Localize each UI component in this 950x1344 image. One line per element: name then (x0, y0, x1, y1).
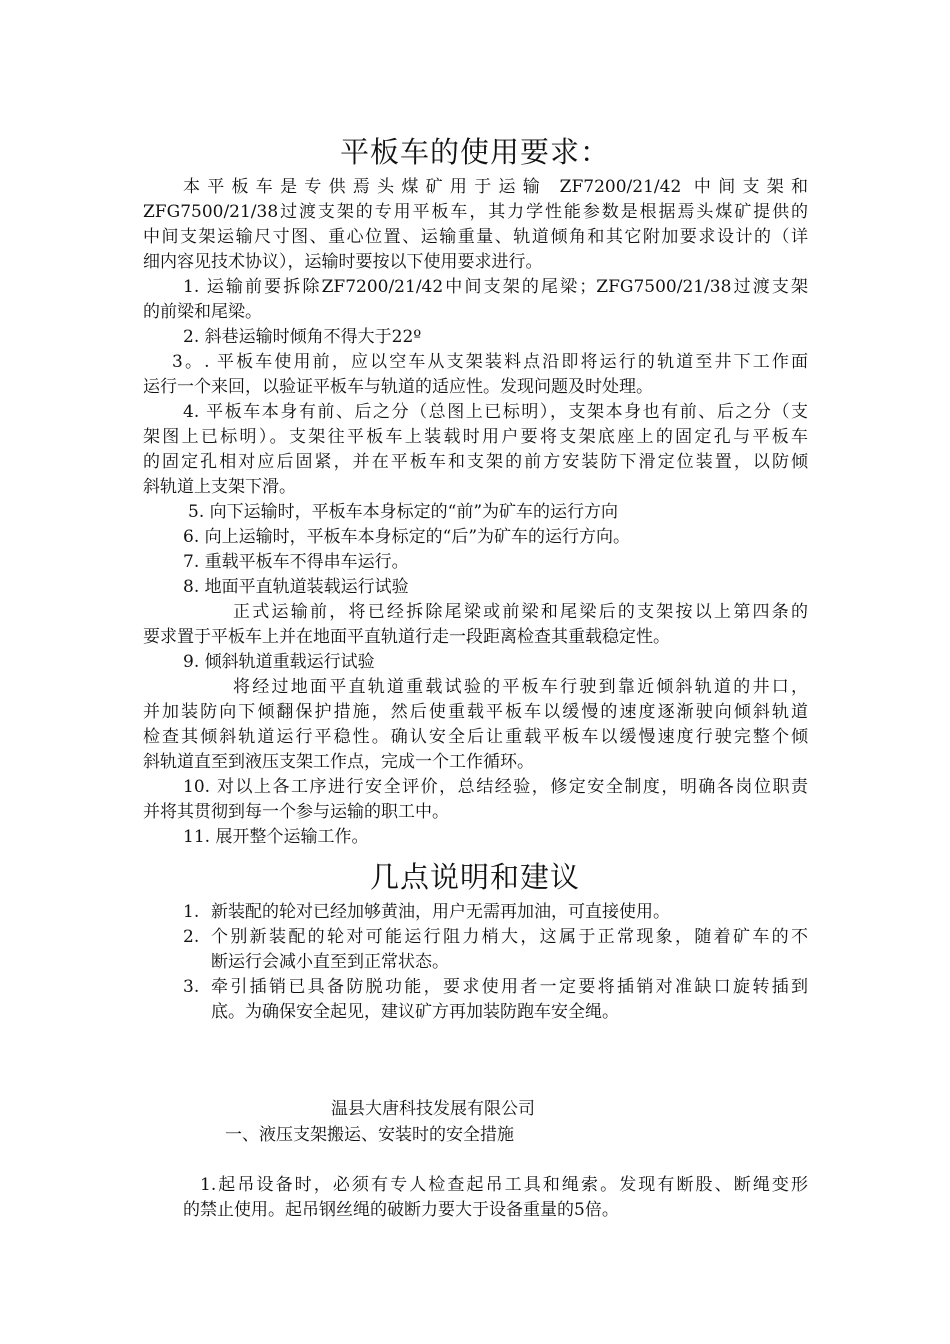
list-item: 的前梁和尾梁。 (143, 302, 262, 322)
list-item: 10. 对以上各工序进行安全评价，总结经验，修定安全制度，明确各岗位职责 (183, 777, 808, 797)
list-item: 1. 运输前要拆除ZF7200/21/42中间支架的尾梁；ZFG7500/21/38过渡支架 (183, 277, 808, 297)
list-item: 5. 向下运输时，平板车本身标定的“前”为矿车的运行方向 (188, 502, 619, 522)
list-item: 斜轨道上支架下滑。 (143, 477, 296, 497)
section-title: 平板车的使用要求： (339, 135, 610, 169)
paragraph-line: 正式运输前，将已经拆除尾梁或前梁和尾梁后的支架按以上第四条的 (233, 602, 808, 622)
list-item: 的固定孔相对应后固紧，并在平板车和支架的前方安装防下滑定位装置，以防倾 (143, 452, 808, 472)
paragraph-line: 细内容见技术协议），运输时要按以下使用要求进行。 (143, 252, 543, 272)
section-title: 几点说明和建议 (369, 860, 580, 894)
paragraph-line: 斜轨道直至到液压支架工作点，完成一个工作循环。 (143, 752, 534, 772)
paragraph-line: 1.起吊设备时，必须有专人检查起吊工具和绳索。发现有断股、断绳变形 (200, 1175, 808, 1195)
list-item: 3。. 平板车使用前，应以空车从支架装料点沿即将运行的轨道至井下工作面 (172, 352, 808, 372)
list-number: 1. (183, 902, 200, 922)
list-item: 新装配的轮对已经加够黄油，用户无需再加油，可直接使用。 (211, 902, 670, 922)
list-item: 6. 向上运输时，平板车本身标定的“后”为矿车的运行方向。 (183, 527, 631, 547)
list-item-heading: 8. 地面平直轨道装载运行试验 (183, 577, 409, 597)
list-item: 牵引插销已具备防脱功能，要求使用者一定要将插销对准缺口旋转插到 (211, 977, 808, 997)
list-item: 2. 斜巷运输时倾角不得大于22º (183, 327, 422, 347)
list-item: 11. 展开整个运输工作。 (183, 827, 369, 847)
list-item: 4. 平板车本身有前、后之分（总图上已标明），支架本身也有前、后之分（支 (183, 402, 808, 422)
subsection-heading: 一、液压支架搬运、安装时的安全措施 (225, 1125, 514, 1145)
paragraph-line: 将经过地面平直轨道重载试验的平板车行驶到靠近倾斜轨道的井口， (233, 677, 808, 697)
list-number: 3. (183, 977, 200, 997)
list-item: 架图上已标明）。支架往平板车上装载时用户要将支架底座上的固定孔与平板车 (143, 427, 808, 447)
paragraph-line: 中间支架运输尺寸图、重心位置、运输重量、轨道倾角和其它附加要求设计的（详 (143, 227, 808, 247)
list-item: 7. 重载平板车不得串车运行。 (183, 552, 409, 572)
list-item: 运行一个来回，以验证平板车与轨道的适应性。发现问题及时处理。 (143, 377, 653, 397)
list-item: 底。为确保安全起见，建议矿方再加装防跑车安全绳。 (211, 1002, 619, 1022)
paragraph-line: 检查其倾斜轨道运行平稳性。确认安全后让重载平板车以缓慢速度行驶完整个倾 (143, 727, 808, 747)
list-item-heading: 9. 倾斜轨道重载运行试验 (183, 652, 375, 672)
list-item: 并将其贯彻到每一个参与运输的职工中。 (143, 802, 449, 822)
list-number: 2. (183, 927, 200, 947)
company-name: 温县大唐科技发展有限公司 (331, 1099, 535, 1119)
paragraph-line: 的禁止使用。起吊钢丝绳的破断力要大于设备重量的5倍。 (183, 1200, 619, 1220)
paragraph-line: 本平板车是专供焉头煤矿用于运输 ZF7200/21/42 中间支架和 (183, 177, 808, 197)
paragraph-line: 要求置于平板车上并在地面平直轨道行走一段距离检查其重载稳定性。 (143, 627, 670, 647)
paragraph-line: ZFG7500/21/38过渡支架的专用平板车，其力学性能参数是根据焉头煤矿提供的 (143, 202, 808, 222)
paragraph-line: 并加装防向下倾翻保护措施，然后使重载平板车以缓慢的速度逐渐驶向倾斜轨道 (143, 702, 808, 722)
list-item: 个别新装配的轮对可能运行阻力梢大，这属于正常现象，随着矿车的不 (211, 927, 808, 947)
list-item: 断运行会减小直至到正常状态。 (211, 952, 449, 972)
